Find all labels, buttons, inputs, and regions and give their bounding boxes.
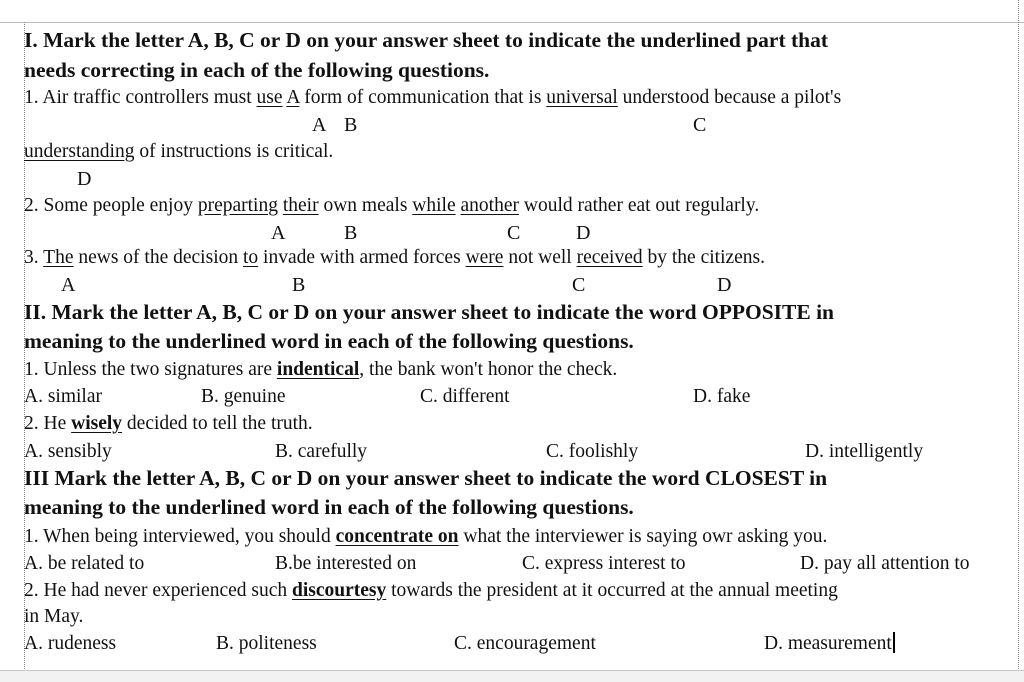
- s2-q1-prefix: 1. Unless the two signatures are: [24, 359, 277, 380]
- s2-question-2: [24, 412, 313, 436]
- s3-q2-rest: towards the president at it occurred at the annual meeting: [386, 580, 838, 601]
- s2-q2-option-c: C. foolishly: [546, 441, 639, 462]
- s1-q3-mid3: not well: [503, 247, 577, 268]
- section-1-heading-line2: needs correcting in each of the following questions.: [24, 58, 490, 82]
- s2-q1-option-b: B. genuine: [201, 386, 286, 407]
- s1-q1-label-b: B: [344, 114, 358, 136]
- s2-q1-option-c: C. different: [420, 386, 510, 407]
- s1-q3-label-c: C: [572, 274, 586, 296]
- s2-q2-option-d: D. intelligently: [805, 441, 924, 462]
- s1-q2-label-d: D: [576, 222, 591, 244]
- s1-question-3: [24, 246, 765, 270]
- top-page-edge: [0, 22, 1024, 23]
- s1-question-1-line2: [24, 140, 333, 164]
- s3-question-2-line1: [24, 579, 838, 603]
- s1-q1-mid: form of communication that is: [299, 87, 547, 108]
- s1-q1-prefix: 1. Air traffic controllers must: [24, 87, 257, 108]
- s3-q2-option-b: B. politeness: [216, 633, 317, 654]
- s2-q2-prefix: 2. He: [24, 413, 72, 434]
- s3-q2-option-d: [764, 632, 895, 656]
- s1-q2-underlined-a: preparting: [197, 195, 278, 216]
- s2-q1-option-a: A. similar: [24, 386, 102, 407]
- right-margin-guide: [1018, 0, 1019, 681]
- s2-q2-option-b: B. carefully: [275, 441, 368, 462]
- s1-q1-underlined-a: use: [256, 87, 283, 108]
- text-cursor: [893, 632, 895, 653]
- s2-q2-option-a: A. sensibly: [24, 441, 112, 462]
- s1-q2-label-b: B: [344, 222, 358, 244]
- s1-q3-label-d: D: [717, 274, 732, 296]
- s1-q2-label-c: C: [507, 222, 521, 244]
- s2-q1-rest: , the bank won't honor the check.: [359, 359, 618, 380]
- s1-q1-line2-rest: of instructions is critical.: [134, 141, 334, 162]
- s1-q3-mid2: invade with armed forces: [258, 247, 466, 268]
- s3-q2-prefix: 2. He had never experienced such: [24, 580, 293, 601]
- s2-q2-key-word: wisely: [71, 413, 123, 434]
- section-1-heading-line1: I. Mark the letter A, B, C or D on your answer sheet to indicate the underlined part that: [24, 28, 829, 52]
- s1-q3-label-b: B: [292, 274, 306, 296]
- s1-q3-label-a: A: [61, 274, 76, 296]
- s1-q3-underlined-d: received: [576, 247, 643, 268]
- section-3-heading-line2: meaning to the underlined word in each of the following questions.: [24, 495, 634, 519]
- s1-q3-rest: by the citizens.: [642, 247, 766, 268]
- s1-question-2: [24, 194, 759, 218]
- section-2-heading-line2: meaning to the underlined word in each of the following questions.: [24, 329, 634, 353]
- s1-q2-underlined-b: their: [282, 195, 319, 216]
- s1-q2-rest: would rather eat out regularly.: [518, 195, 760, 216]
- s1-q3-underlined-b: to: [243, 247, 259, 268]
- s3-q2-option-d-text: D. measurement: [764, 633, 892, 654]
- s3-q2-option-a: A. rudeness: [24, 633, 117, 654]
- s3-q1-prefix: 1. When being interviewed, you should: [24, 526, 336, 547]
- s1-q1-rest: understood because a pilot's: [617, 87, 842, 108]
- s3-q1-option-a: A. be related to: [24, 553, 145, 574]
- s3-q1-option-d: D. pay all attention to: [800, 553, 970, 574]
- s1-q2-mid: own meals: [318, 195, 413, 216]
- s2-question-1: [24, 358, 617, 382]
- s3-question-1: [24, 525, 827, 549]
- s1-q3-prefix: 3.: [24, 247, 44, 268]
- s3-q1-option-b: B.be interested on: [275, 553, 417, 574]
- s3-q1-option-c: C. express interest to: [522, 553, 686, 574]
- s3-q1-key-phrase: concentrate on: [335, 526, 459, 547]
- s2-q2-rest: decided to tell the truth.: [122, 413, 313, 434]
- s3-q2-key-word: discourtesy: [292, 580, 387, 601]
- s1-q1-underlined-c: universal: [546, 87, 618, 108]
- s1-q2-prefix: 2. Some people enjoy: [24, 195, 198, 216]
- s1-q3-underlined-a: The: [43, 247, 74, 268]
- s1-question-1-line1: [24, 86, 841, 110]
- s1-q3-mid1: news of the decision: [73, 247, 243, 268]
- s1-q1-underlined-d: understanding: [24, 141, 135, 162]
- bottom-page-edge: [0, 670, 1024, 682]
- s1-q1-label-a: A: [312, 114, 327, 136]
- s1-q2-underlined-d: another: [460, 195, 519, 216]
- s2-q1-key-word: indentical: [276, 359, 360, 380]
- s1-q2-label-a: A: [271, 222, 286, 244]
- s1-q2-underlined-c: while: [412, 195, 456, 216]
- s1-q1-label-c: C: [693, 114, 707, 136]
- s1-q1-underlined-b: A: [286, 87, 300, 108]
- s3-q1-rest: what the interviewer is saying owr asking you.: [458, 526, 828, 547]
- s1-q1-label-d: D: [77, 168, 92, 190]
- s1-q3-underlined-c: were: [465, 247, 504, 268]
- s3-question-2-line2: in May.: [24, 606, 84, 627]
- s2-q1-option-d: D. fake: [693, 386, 751, 407]
- s3-q2-option-c: C. encouragement: [454, 633, 596, 654]
- section-2-heading-line1: II. Mark the letter A, B, C or D on your answer sheet to indicate the word OPPOSITE in: [24, 300, 835, 324]
- section-3-heading-line1: III Mark the letter A, B, C or D on your answer sheet to indicate the word CLOSEST in: [24, 466, 828, 490]
